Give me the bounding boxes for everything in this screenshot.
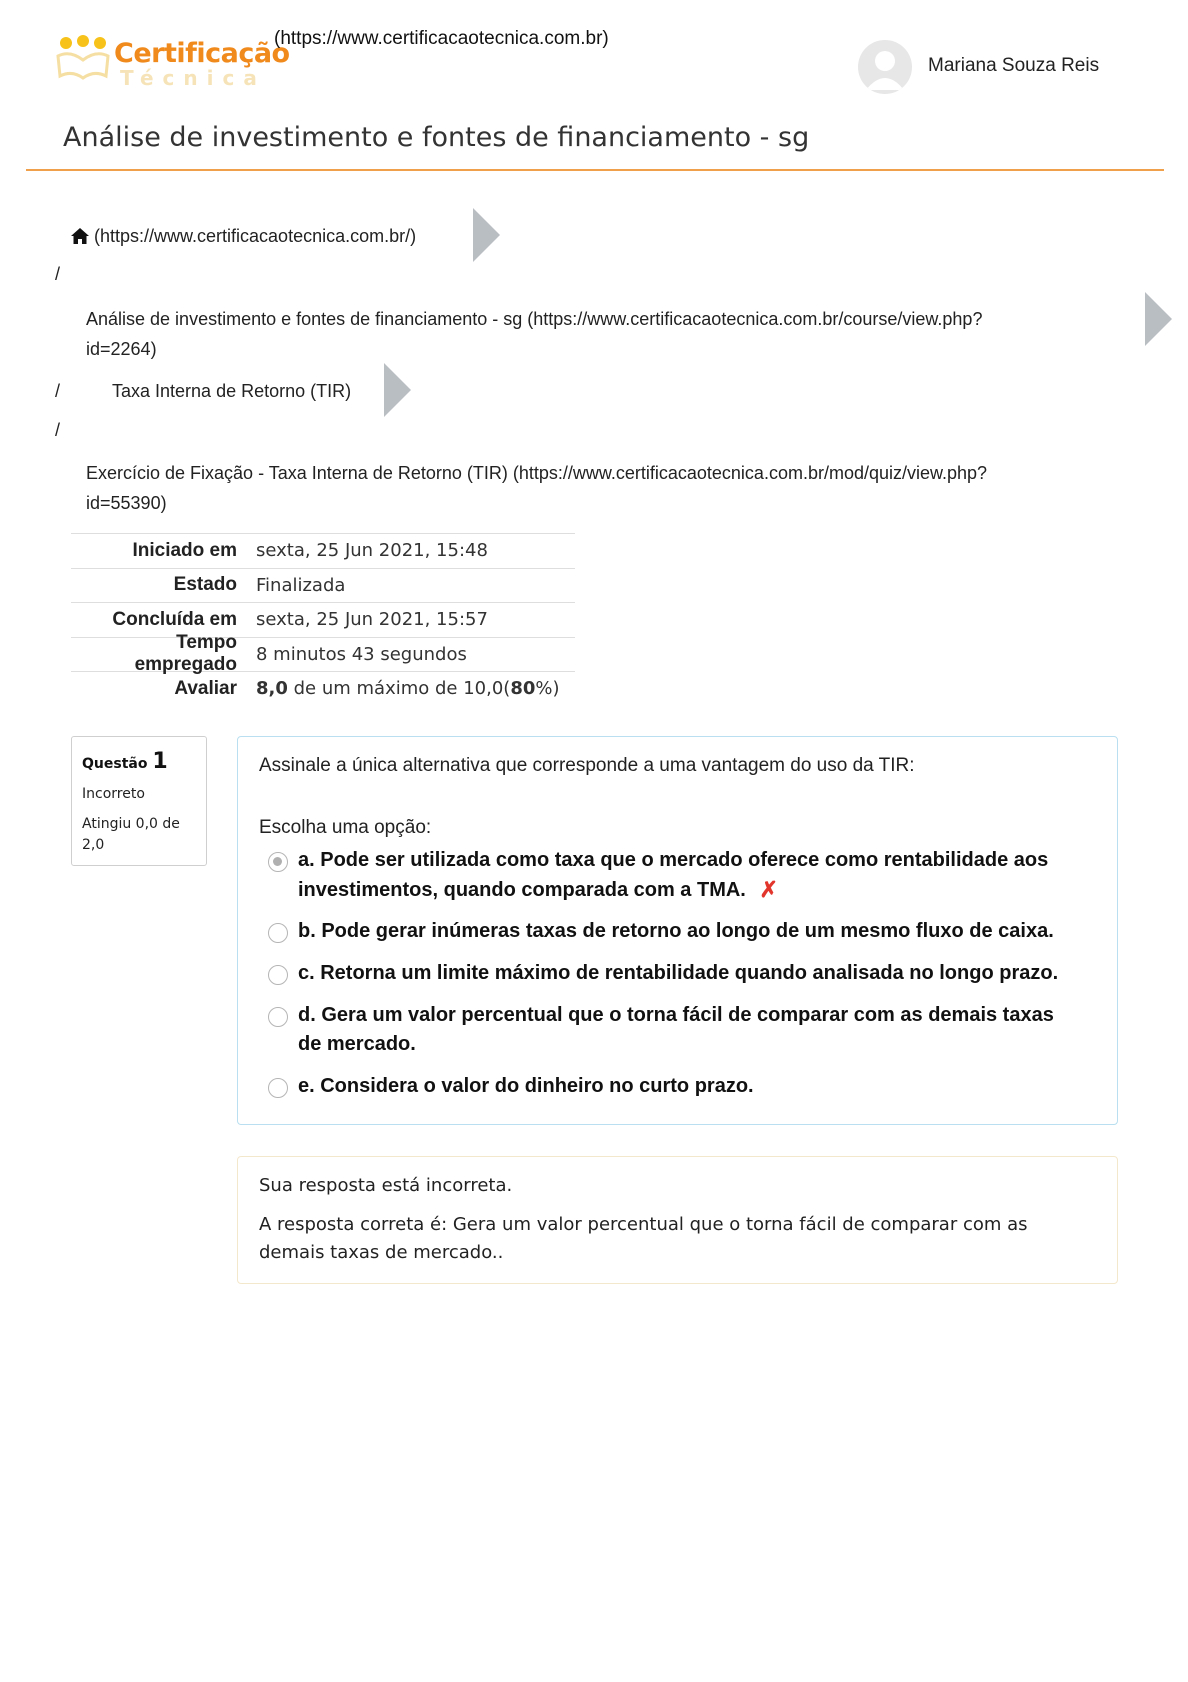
answer-option-label: c. Retorna um limite máximo de rentabilidade quando analisada no longo prazo.	[298, 962, 1059, 984]
answer-option-text-line2: investimentos, quando comparada com a TMA.	[298, 879, 746, 901]
answer-option-d[interactable]	[268, 1001, 1068, 1059]
breadcrumb-quiz-link-line2: id=55390)	[86, 493, 167, 513]
question-number	[82, 749, 196, 774]
summary-label: Estado	[173, 574, 237, 596]
user-name[interactable]: Mariana Souza Reis	[928, 55, 1100, 76]
user-avatar-icon[interactable]	[858, 40, 912, 94]
question-prompt: Escolha uma opção:	[259, 817, 432, 838]
answer-option-b[interactable]	[268, 917, 1068, 946]
summary-row-started	[71, 533, 575, 568]
radio-icon[interactable]	[268, 852, 288, 872]
grade-middle: de um máximo de 10,0(	[287, 678, 511, 700]
summary-value: sexta, 25 Jun 2021, 15:48	[256, 540, 488, 562]
feedback-result: Sua resposta está incorreta.	[259, 1175, 513, 1196]
summary-label: Concluída em	[112, 608, 237, 630]
question-info-box	[71, 736, 207, 866]
breadcrumb-course-link-line2: id=2264)	[86, 339, 157, 359]
breadcrumb-home-link[interactable]: (https://www.certificacaotecnica.com.br/)	[94, 226, 417, 246]
feedback-correct-answer: A resposta correta é: Gera um valor percentual que o torna fácil de comparar com as demais taxas de mercado..	[259, 1214, 1028, 1263]
question-label: Questão	[82, 756, 148, 772]
breadcrumb-arrow-icon	[384, 363, 411, 417]
grade-score: 8,0	[256, 678, 288, 700]
question-state: Incorreto	[82, 786, 145, 802]
answer-option-label	[298, 1001, 1054, 1059]
page-title: Análise de investimento e fontes de financiamento - sg	[63, 122, 810, 153]
summary-value: sexta, 25 Jun 2021, 15:57	[256, 609, 488, 631]
breadcrumb-section: Taxa Interna de Retorno (TIR)	[112, 381, 352, 401]
radio-icon[interactable]	[268, 1007, 288, 1027]
answer-option-label: e. Considera o valor do dinheiro no curto prazo.	[298, 1075, 754, 1097]
breadcrumb-arrow-icon	[473, 208, 500, 262]
site-url-link[interactable]: (https://www.certificacaotecnica.com.br)	[274, 28, 609, 49]
breadcrumb-separator: /	[55, 264, 61, 284]
answer-option-text-line1: a. Pode ser utilizada como taxa que o mercado oferece como rentabilidade aos	[298, 849, 1049, 871]
summary-row-state	[71, 568, 575, 603]
breadcrumb-arrow-icon	[1145, 292, 1172, 346]
breadcrumb-quiz-link-line1: Exercício de Fixação - Taxa Interna de Retorno (TIR) (https://www.certificacaotecnica.com.br/mod/quiz/view.php?	[86, 463, 988, 483]
summary-value: 8 minutos 43 segundos	[256, 643, 467, 665]
grade-end: %)	[535, 678, 560, 700]
breadcrumb-course-link-line1: Análise de investimento e fontes de financiamento - sg (https://www.certificacaotecnica.com.br/course/view.php?	[86, 309, 983, 329]
answer-option-text-line1: d. Gera um valor percentual que o torna fácil de comparar com as demais taxas	[298, 1004, 1054, 1026]
breadcrumb-quiz-link[interactable]	[86, 458, 987, 518]
radio-icon[interactable]	[268, 923, 288, 943]
summary-label: Tempo empregado	[134, 632, 237, 676]
answer-option-c[interactable]	[268, 959, 1068, 988]
site-logo[interactable]	[56, 32, 290, 92]
home-icon	[70, 227, 90, 245]
logo-text: Certificação	[114, 38, 290, 69]
question-content-box	[237, 736, 1118, 1125]
grade-percent: 80	[510, 678, 536, 700]
answer-option-label	[298, 846, 1048, 905]
summary-value: Finalizada	[256, 574, 346, 596]
summary-row-time	[71, 632, 575, 676]
logo-graduate-icon	[56, 32, 112, 92]
radio-icon[interactable]	[268, 1078, 288, 1098]
answer-option-a[interactable]	[268, 846, 1068, 905]
breadcrumb-course-link[interactable]	[86, 304, 982, 364]
radio-icon[interactable]	[268, 965, 288, 985]
question-text: Assinale a única alternativa que corresponde a uma vantagem do uso da TIR:	[259, 755, 915, 776]
question-grade: Atingiu 0,0 de 2,0	[82, 816, 180, 853]
answer-option-text-line2: de mercado.	[298, 1033, 416, 1055]
incorrect-x-icon: ✗	[759, 877, 778, 902]
title-divider	[26, 169, 1164, 171]
summary-label: Avaliar	[174, 677, 237, 699]
feedback-box	[237, 1156, 1118, 1284]
question-number-value: 1	[152, 749, 168, 774]
breadcrumb-home[interactable]	[70, 221, 416, 251]
answer-option-e[interactable]	[268, 1072, 1068, 1101]
breadcrumb-separator: /	[55, 381, 61, 401]
summary-label: Iniciado em	[132, 539, 237, 561]
summary-grade-value	[256, 678, 560, 699]
logo-subtext: Técnica	[120, 66, 266, 90]
breadcrumb-separator: /	[55, 420, 61, 440]
attempt-summary-table	[71, 533, 575, 706]
answer-option-label: b. Pode gerar inúmeras taxas de retorno ao longo de um mesmo fluxo de caixa.	[298, 920, 1054, 942]
